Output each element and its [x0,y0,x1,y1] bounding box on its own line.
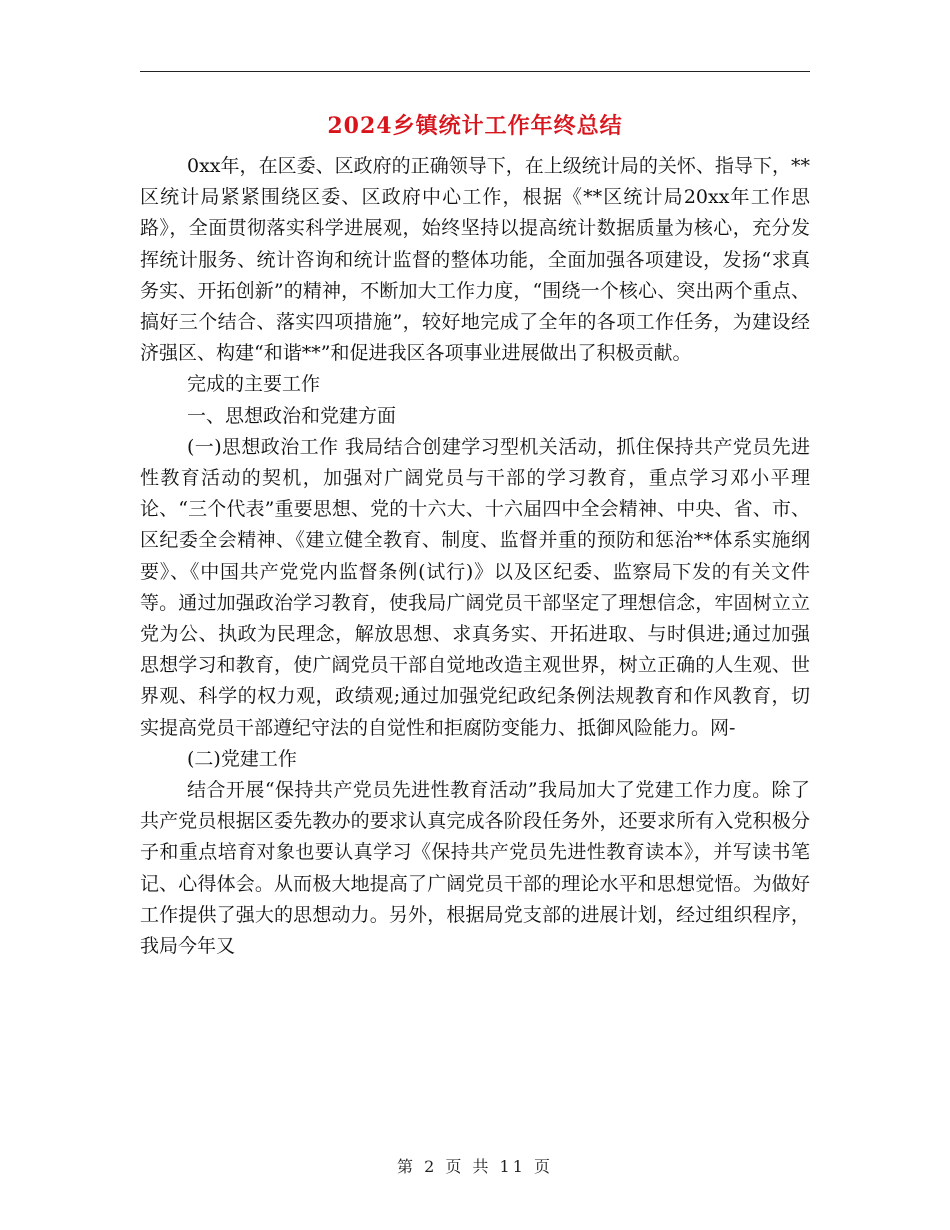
text-line: 治学习教育，使我局广阔党员干部坚定了理想信念，牢固树立立党为 [140,591,810,646]
paragraph-intro [140,151,810,369]
text-line: 变能力、抵御风险能力。网- [501,716,736,739]
page-footer: 第 2 页 共 11 页 [397,1157,553,1176]
text-line: 局20xx年工作思路》，全面贯彻落实科学进展观，始终坚持以提高统 [140,186,810,240]
text-line: 一、思想政治和党建方面 [187,404,397,427]
text-line: 督条例(试行)》以及区纪委、监察局下发的有关文件等。通过加强政 [140,560,810,614]
text-line: (二)党建工作 [187,747,297,770]
text-line: 员先进性教育读本》，并写读书笔记、心得体会。从而极大地提高了 [140,841,810,895]
header-rule [140,71,810,72]
text-line: 断加大工作力度，“围绕一个核心、突出两个重点、搞好三个结合、 [140,279,811,334]
text-line: 区、构建“和谐**”和促进我区各项事业进展做出了积极贡献。 [178,342,692,365]
text-line: 法规教育和作风教育，切实提高党员干部遵纪守法的自觉性和拒腐防 [140,685,810,739]
text-line: 中全会精神、中央、省、市、区纪委全会精神、《建立健全教育、制 [140,498,810,552]
heading-main-work [140,369,810,400]
paragraph-section-1-2 [140,775,810,962]
text-line: (一)思想政治工作 我局结合创建学习型机关活动，抓住保持共产 [187,435,733,458]
text-line: 广阔党员干部的理论水平和思想觉悟。为做好工作提供了强大的思想 [140,872,810,926]
text-line: 落实四项措施”，较好地完成了全年的各项工作任务，为建设经济强 [140,311,810,365]
document-title: 2024乡镇统计工作年终总结 [327,113,623,139]
text-line: 公、执政为民理念，解放思想、求真务实、开拓进取、与时俱进;通过 [179,623,772,646]
text-line: 计数据质量为核心，充分发挥统计服务、统计咨询和统计监督的整体 [140,217,810,271]
text-line: 结合开展“保持共产党员先进性教育活动”我局加大了党建工作 [187,779,714,802]
text-line: 党员先进性教育活动的契机，加强对广阔党员与干部的学习教育，重 [140,435,810,490]
text-line: 功能，全面加强各项建设，发扬“求真务实、开拓创新”的精神，不 [140,248,810,302]
heading-section-1 [140,401,810,432]
text-line: 动力。另外，根据局党支部的进展计划，经过组织程序，我局今年又 [140,903,810,958]
text-line: 还要求所有入党积极分子和重点培育对象也要认真学习《保持共产党 [140,810,810,864]
text-line: 确的人生观、世界观、科学的权力观，政绩观;通过加强党纪政纪条例 [140,654,810,708]
text-line: 0xx年，在区委、区政府的正确领导下，在上级统计局的关怀、指 [187,155,734,177]
text-line: 力度。除了共产党员根据区委先教办的要求认真完成各阶段任务外， [140,779,810,833]
paragraph-section-1-1 [140,432,810,744]
text-line: 点学习邓小平理论、“三个代表”重要思想、党的十六大、十六届四 [140,467,810,521]
text-line: 完成的主要工作 [187,373,321,396]
document-body [140,151,810,962]
text-line: 导下，**区统计局紧紧围绕区委、区政府中心工作，根据《**区统计 [140,155,810,209]
heading-section-1-2 [140,744,810,775]
text-line: 度、监督并重的预防和惩治**体系实施纲要》、《中国共产党党内监 [140,529,810,583]
text-line: 加强思想学习和教育，使广阔党员干部自觉地改造主观世界，树立正 [140,623,810,677]
